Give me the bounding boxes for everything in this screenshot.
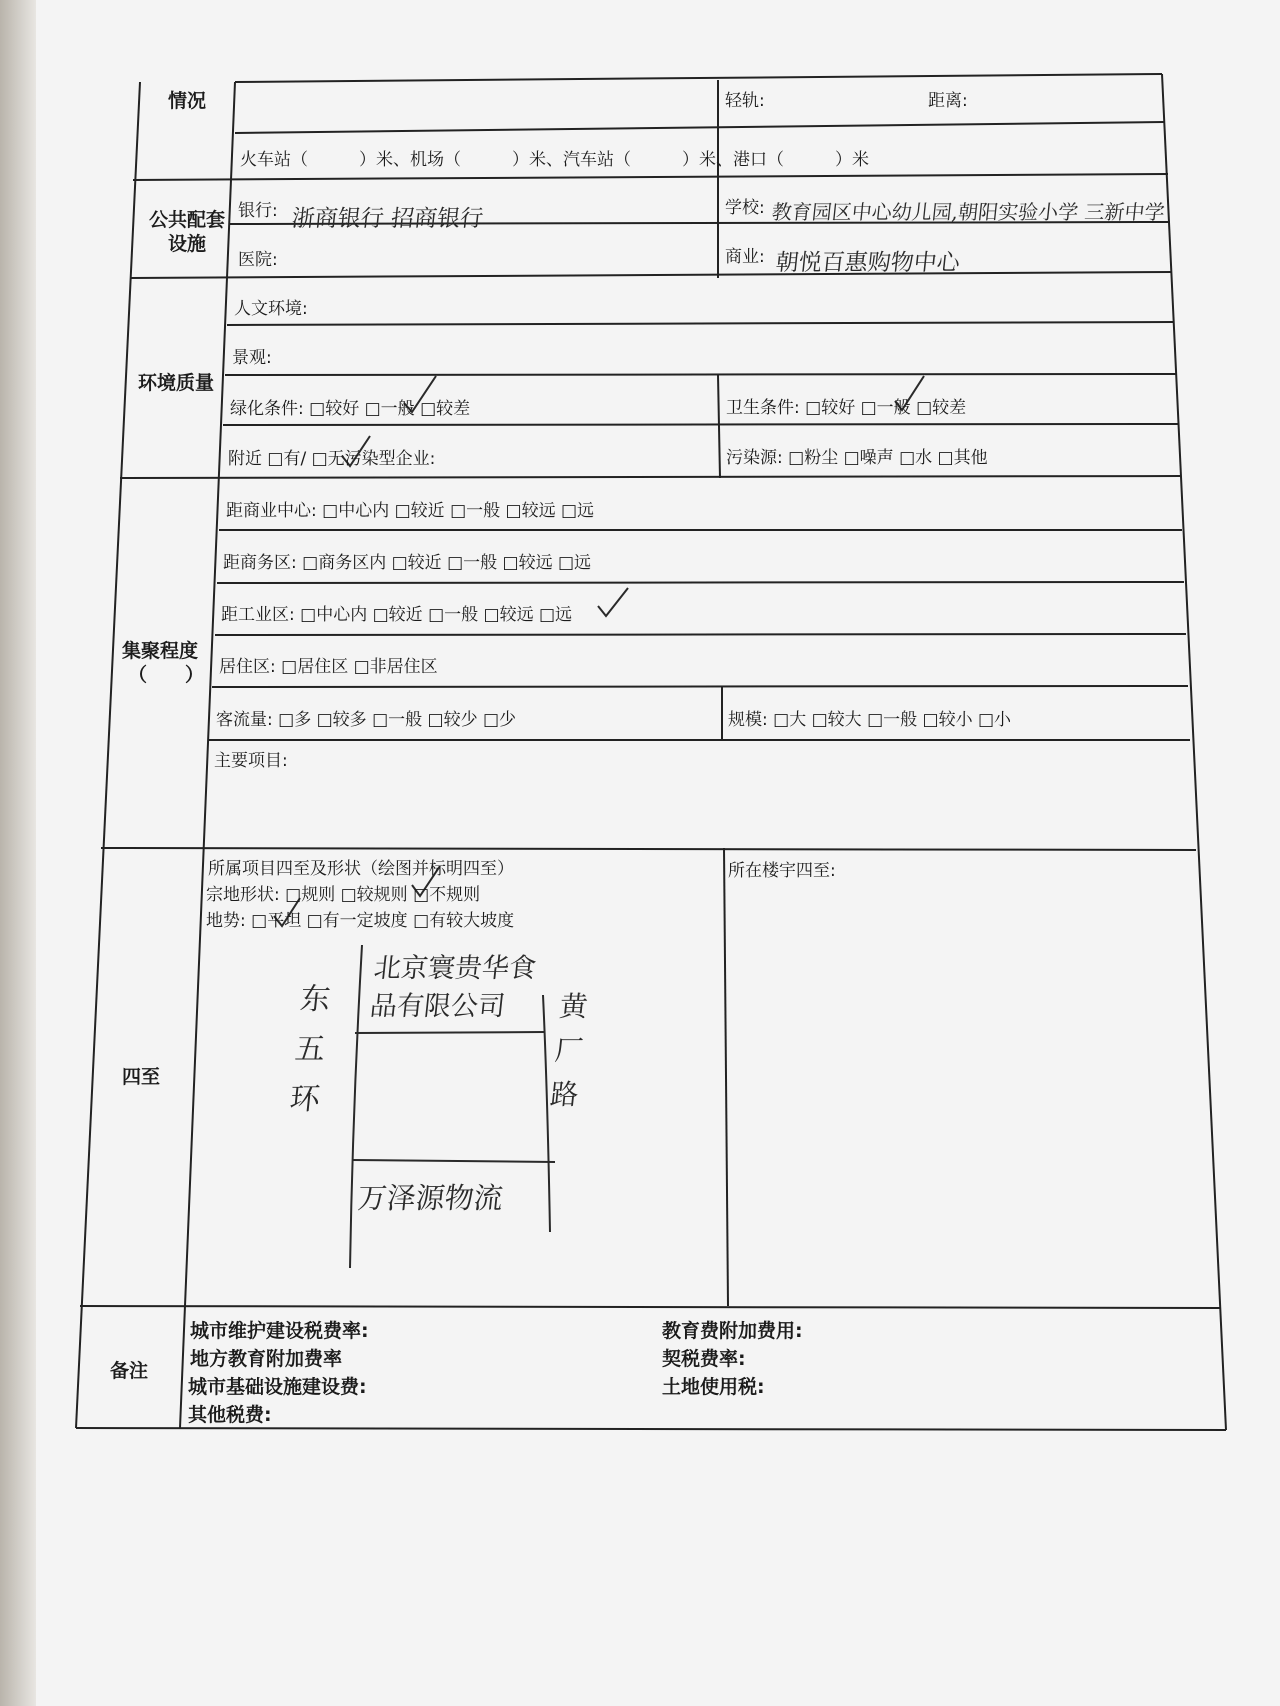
sketch-east-label: 黄厂路: [548, 990, 590, 1111]
urban-maintenance-label: 城市维护建设税费率:: [190, 1320, 369, 1342]
traffic-options: 客流量: □多 □较多 □一般 □较少 □少: [216, 710, 517, 730]
greening-options: 绿化条件: □较好 □一般 □较差: [230, 399, 471, 419]
bank-value: 浙商银行 招商银行: [290, 206, 485, 232]
agglomeration-label: 集聚程度: [122, 640, 199, 662]
school-label: 学校:: [725, 198, 765, 218]
terrain-options: 地势: □平坦 □有一定坡度 □有较大坡度: [206, 911, 515, 931]
industrial-zone-options: 距工业区: □中心内 □较近 □一般 □较远 □远: [221, 605, 573, 625]
distance-label: 距离:: [928, 91, 968, 111]
commerce-value: 朝悦百惠购物中心: [774, 250, 962, 276]
land-use-tax-label: 土地使用税:: [662, 1376, 765, 1398]
remarks-label: 备注: [110, 1360, 149, 1382]
urban-infrastructure-label: 城市基础设施建设费:: [188, 1376, 367, 1398]
sketch-north-label: 北京寰贵华食品有限公司: [368, 953, 538, 1022]
sketch-south-label: 万泽源物流: [356, 1181, 505, 1215]
agglomeration-paren: （ ）: [128, 664, 205, 686]
landscape-label: 景观:: [232, 348, 272, 368]
culture-label: 人文环境:: [234, 299, 308, 319]
environment-label: 环境质量: [138, 372, 215, 394]
education-surcharge-label: 教育费附加费用:: [662, 1320, 803, 1342]
local-education-label: 地方教育附加费率: [190, 1348, 343, 1370]
project-boundaries-title: 所属项目四至及形状（绘图并标明四至）: [208, 859, 514, 879]
sketch-west-label: 东五环: [287, 982, 333, 1117]
residential-options: 居住区: □居住区 □非居住区: [219, 657, 438, 677]
location-label: 情况: [168, 90, 207, 112]
building-boundaries-title: 所在楼宇四至:: [728, 861, 836, 881]
bank-label: 银行:: [238, 201, 278, 221]
business-district-options: 距商务区: □商务区内 □较近 □一般 □较远 □远: [223, 553, 592, 573]
commercial-center-options: 距商业中心: □中心内 □较近 □一般 □较远 □远: [226, 501, 595, 521]
pollution-enterprise-options: 附近 □有/ □无污染型企业:: [228, 449, 436, 469]
scale-options: 规模: □大 □较大 □一般 □较小 □小: [728, 710, 1012, 730]
parcel-shape-options: 宗地形状: □规则 □较规则 □不规则: [206, 885, 481, 905]
public-facilities-label: 公共配套设施: [148, 209, 225, 255]
light-rail-label: 轻轨:: [725, 91, 765, 111]
school-value: 教育园区中心幼儿园,朝阳实验小学 三新中学: [770, 200, 1166, 224]
boundaries-label: 四至: [122, 1066, 161, 1088]
main-projects-label: 主要项目:: [214, 751, 288, 771]
pollution-source-options: 污染源: □粉尘 □噪声 □水 □其他: [726, 448, 988, 468]
sanitation-options: 卫生条件: □较好 □一般 □较差: [726, 398, 967, 418]
transit-distances: 火车站（ ）米、机场（ ）米、汽车站（ ）米、港口（ ）米: [240, 150, 869, 170]
other-taxes-label: 其他税费:: [188, 1404, 272, 1426]
commerce-label: 商业:: [725, 247, 765, 267]
hospital-label: 医院:: [238, 250, 278, 270]
deed-tax-label: 契税费率:: [662, 1348, 746, 1370]
